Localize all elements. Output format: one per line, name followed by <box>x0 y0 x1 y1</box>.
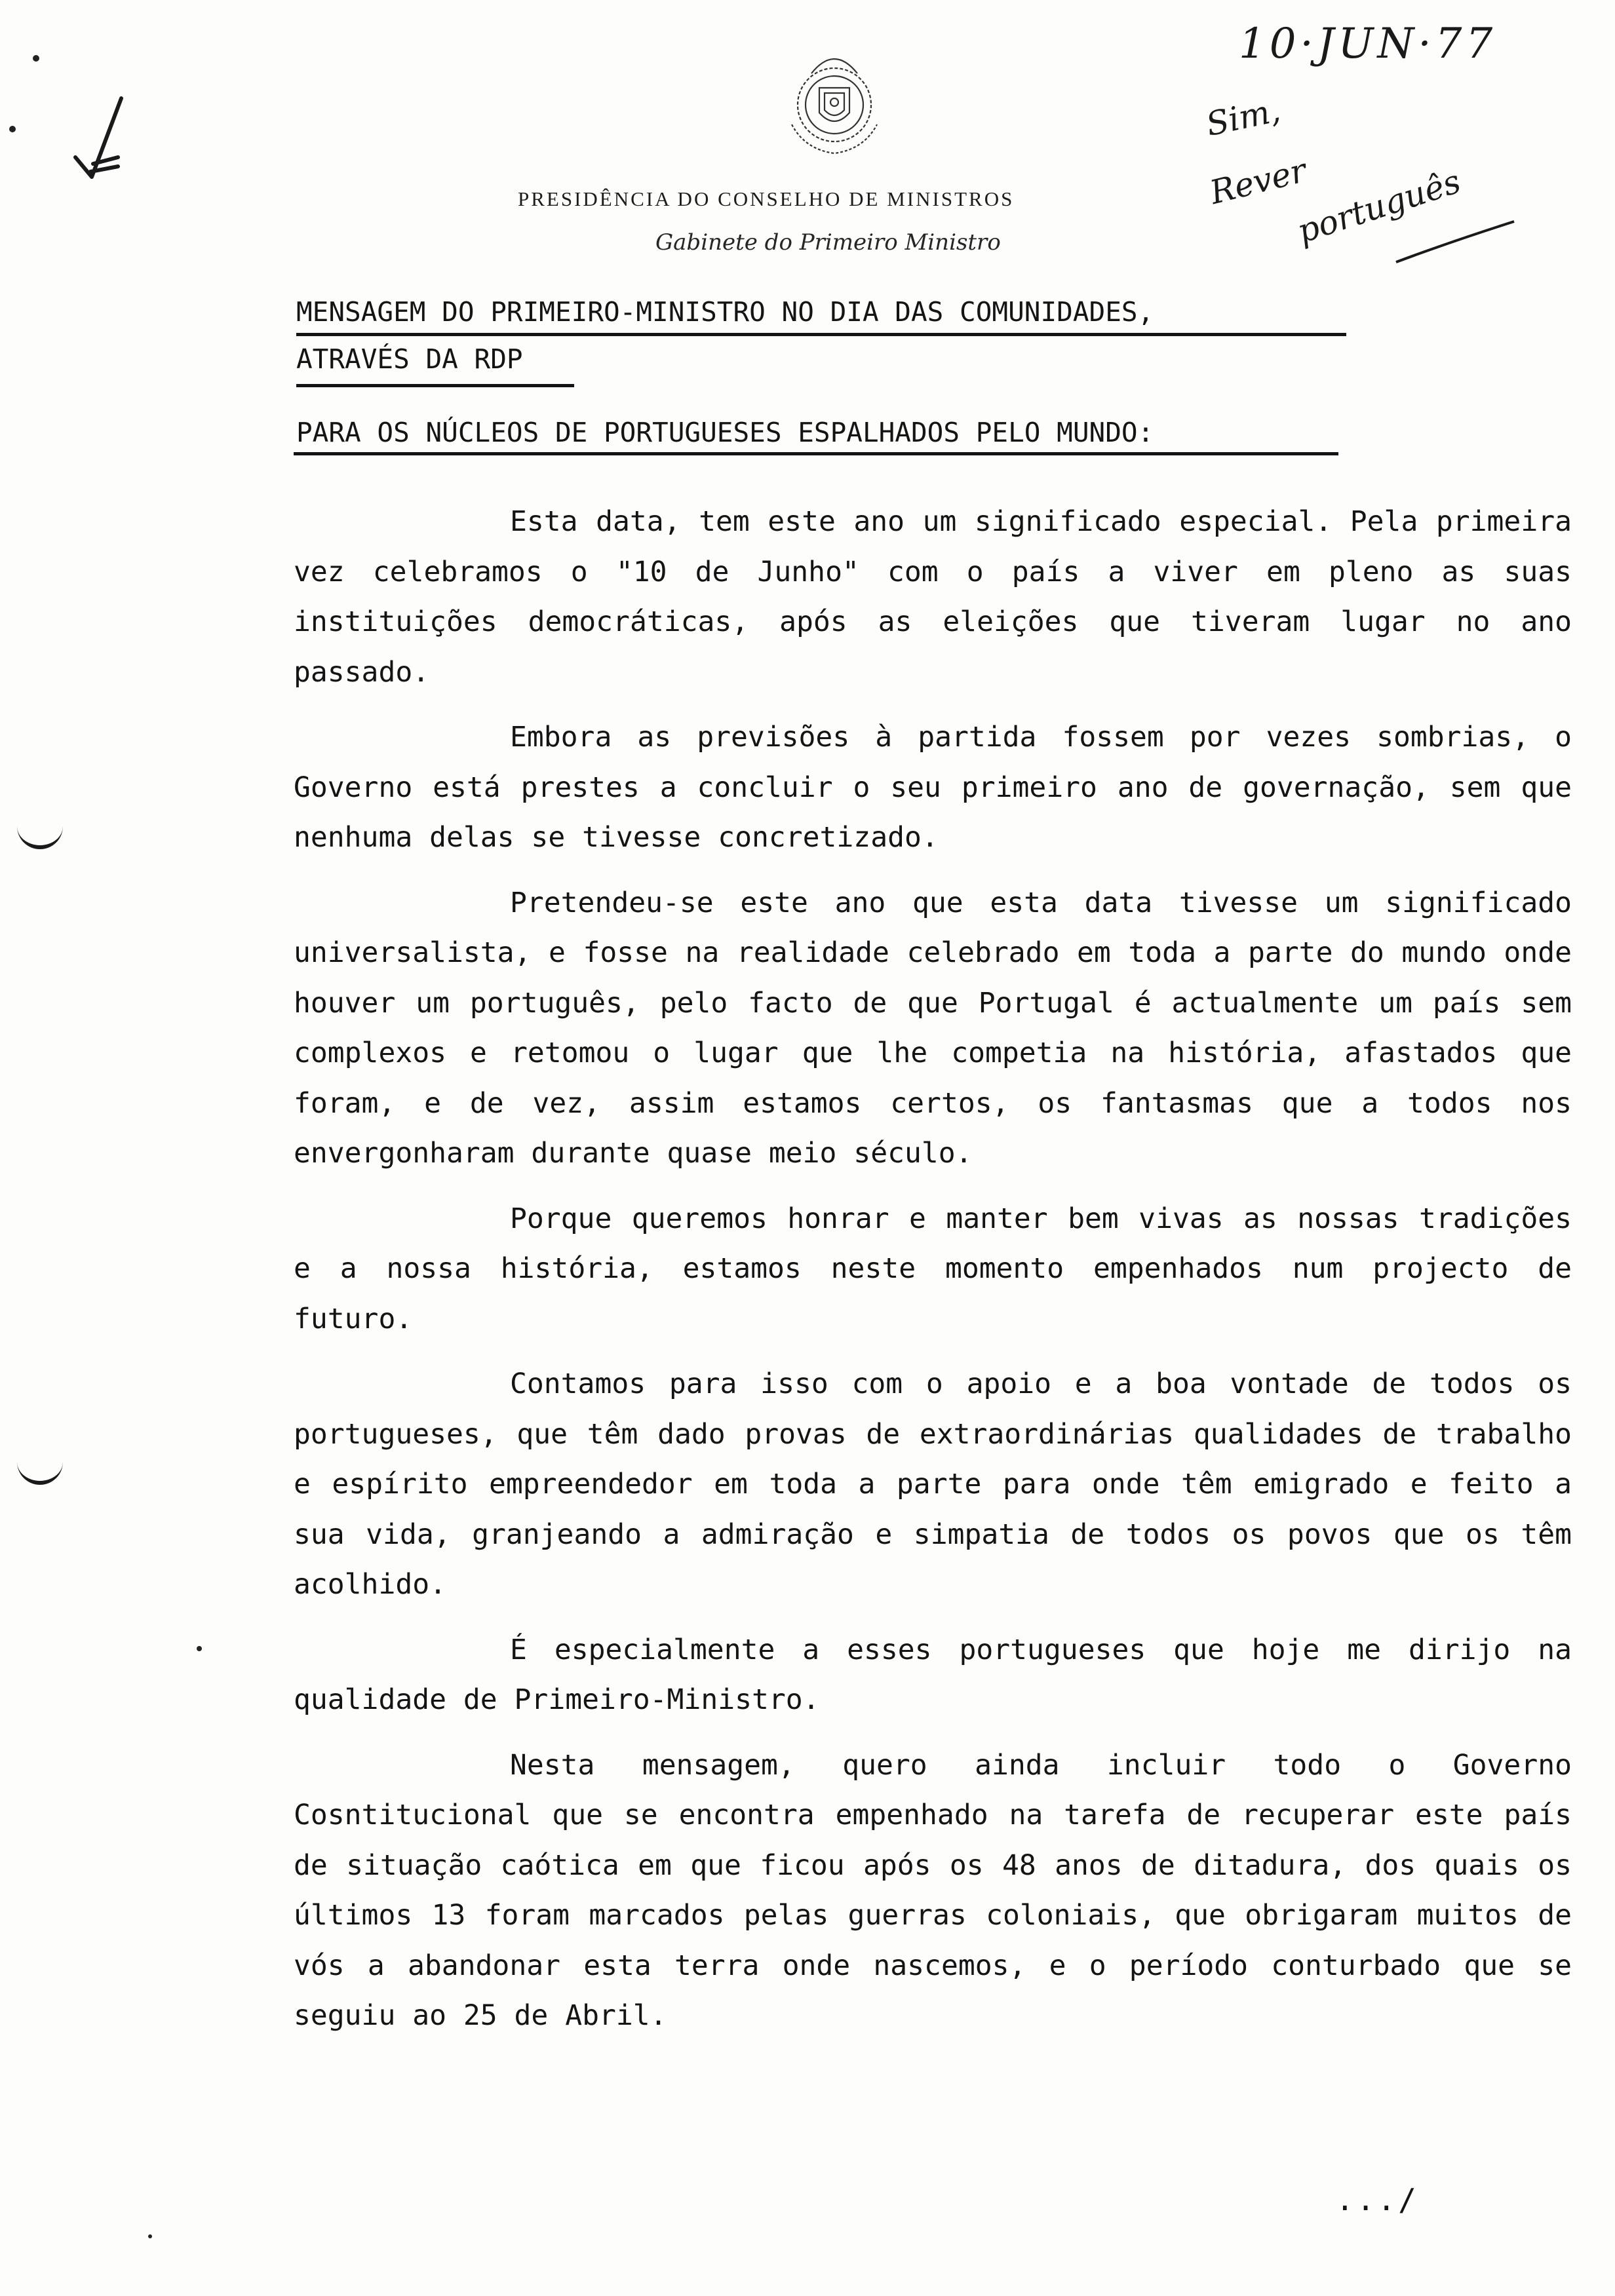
body-paragraph: Porque queremos honrar e manter bem vivas as nossas tradições e a nossa história, estamos neste momento empenhados num projecto de futuro. <box>294 1202 1572 1335</box>
body-paragraph: Nesta mensagem, quero ainda incluir todo o Governo Cosntitucional que se encontra empenhado na tarefa de recuperar este país de situação caótica em que ficou após os 48 anos de ditadura, dos quais os últimos 13 foram marcados pelas guerras coloniais, que obrigaram muitos de vós a abandonar esta terra onde nascemos, e o período conturbado que se seguiu ao 25 de Abril. <box>294 1748 1572 2032</box>
message-heading-line-3: PARA OS NÚCLEOS DE PORTUGUESES ESPALHADOS PELO MUNDO: <box>296 417 1154 448</box>
scan-speck <box>197 1646 202 1651</box>
scan-speck <box>9 126 16 132</box>
binder-hole-mark <box>17 819 63 849</box>
office-subtitle: Gabinete do Primeiro Ministro <box>655 229 1001 256</box>
scan-speck <box>148 2234 152 2238</box>
message-body <box>294 497 1572 2056</box>
heading-underline <box>294 452 1338 455</box>
handwritten-date: 10·JUN·77 <box>1239 20 1497 68</box>
body-paragraph: Embora as previsões à partida fossem por vezes sombrias, o Governo está prestes a concluir o seu primeiro ano de governação, sem que nenhuma delas se tivesse concretizado. <box>294 721 1572 854</box>
message-heading-line-1: MENSAGEM DO PRIMEIRO-MINISTRO NO DIA DAS COMUNIDADES, <box>296 296 1154 328</box>
body-paragraph: Pretendeu-se este ano que esta data tivesse um significado universalista, e fosse na realidade celebrado em toda a parte do mundo onde houver um português, pelo facto de que Portugal é actualmente um país sem complexos e retomou o lugar que lhe competia na história, afastados que foram, e de vez, assim estamos certos, os fantasmas que a todos nos envergonharam durante quase meio século. <box>294 886 1572 1170</box>
message-heading-line-2: ATRAVÉS DA RDP <box>296 343 523 375</box>
institution-title: PRESIDÊNCIA DO CONSELHO DE MINISTROS <box>518 187 1015 210</box>
heading-underline <box>296 333 1346 336</box>
handwritten-margin-mark <box>52 85 151 183</box>
body-paragraph: É especialmente a esses portugueses que hoje me dirijo na qualidade de Primeiro-Ministro. <box>294 1633 1572 1716</box>
body-paragraph: Esta data, tem este ano um significado especial. Pela primeira vez celebramos o "10 de Junho" com o país a viver em pleno as suas instituições democráticas, após as eleições que tiveram lugar no ano passado. <box>294 505 1572 689</box>
body-paragraph: Contamos para isso com o apoio e a boa vontade de todos os portugueses, que têm dado provas de extraordinárias qualidades de trabalho e espírito empreendedor em toda a parte para onde têm emigrado e feito a sua vida, granjeando a admiração e simpatia de todos os povos que os têm acolhido. <box>294 1368 1572 1601</box>
coat-of-arms-emblem <box>785 47 884 157</box>
handwritten-note-line: Rever <box>1206 151 1310 212</box>
handwritten-note-line: Sim, <box>1203 90 1284 144</box>
binder-hole-mark <box>17 1455 63 1485</box>
handwritten-note-line: português <box>1293 162 1466 251</box>
continuation-marker: .../ <box>1336 2182 1419 2217</box>
scan-speck <box>33 55 39 62</box>
heading-underline <box>296 384 574 387</box>
handwritten-underline <box>1390 216 1521 269</box>
